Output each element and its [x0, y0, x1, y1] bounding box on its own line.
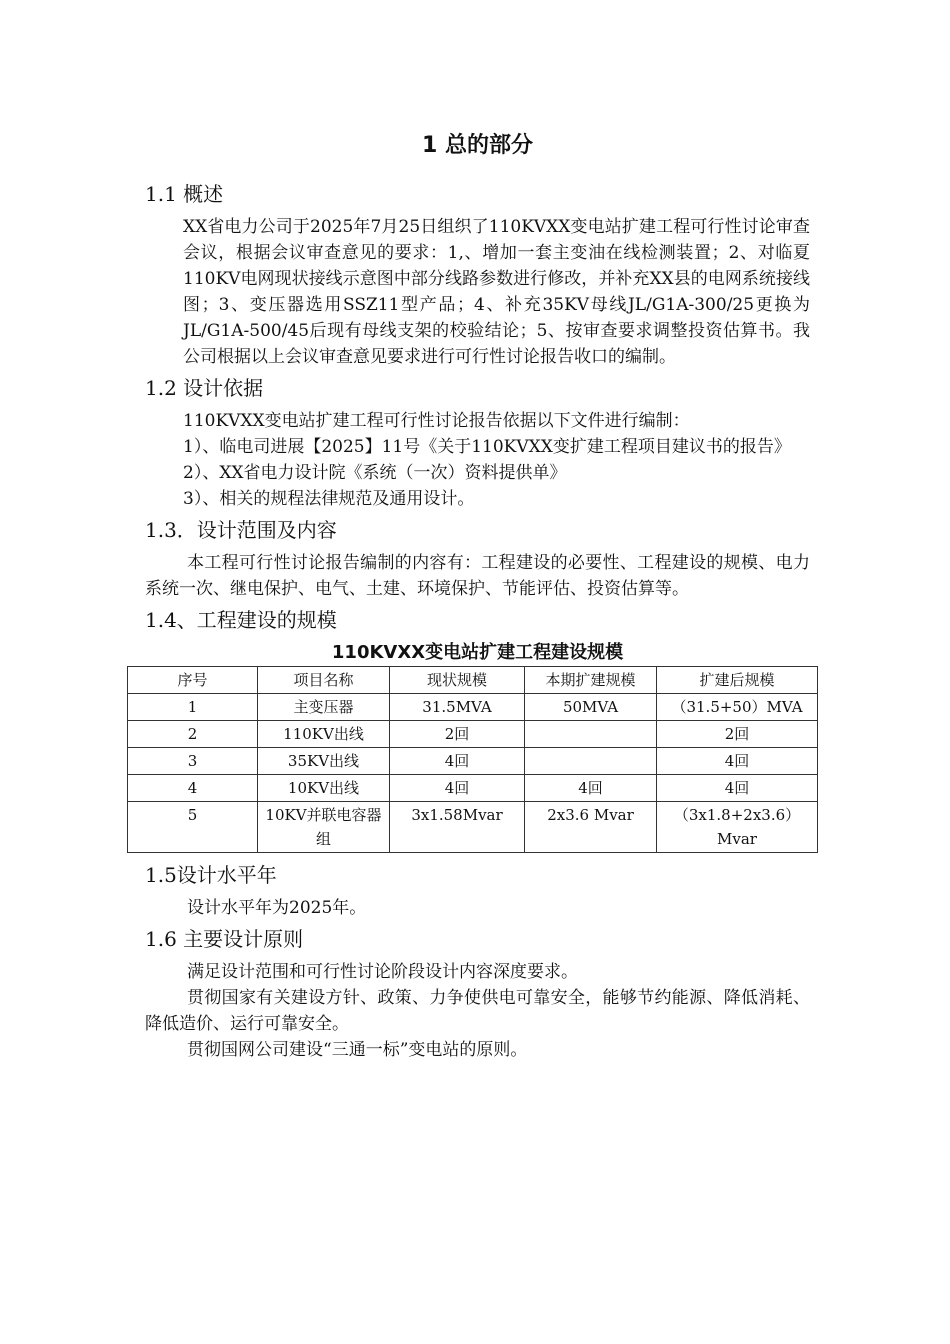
table-cell: 主变压器 — [258, 694, 390, 721]
spacer — [145, 853, 810, 857]
column-header: 项目名称 — [258, 667, 390, 694]
section-heading-design-year: 1.5设计水平年 — [145, 863, 277, 887]
table-cell: 10KV出线 — [258, 775, 390, 802]
overview-text: XX省电力公司于2025年7月25日组织了110KVXX变电站扩建工程可行性讨论审查会议，根据会议审查意见的要求：1,、增加一套主变油在线检测装置；2、对临夏110KV电网现状接线示意图中部分线路参数进行修改，并补充XX县的电网系统接线图；3、变压器选用SSZ11型产品；4、补充35KV母线JL/G1A-300/25更换为JL/G1A-500/45后现有母线支架的校验结论；5、按审查要求调整投资估算书。我公司根据以上会议审查意见要求进行可行性讨论报告收口的编制。 — [183, 217, 810, 367]
chapter-title: 1 总的部分 — [422, 133, 533, 158]
table-row — [128, 721, 818, 748]
column-header: 现状规模 — [390, 667, 525, 694]
table-cell: 31.5MVA — [390, 694, 525, 721]
principle-line: 贯彻国家有关建设方针、政策、力争使供电可靠安全，能够节约能源、降低消耗、降低造价、运行可靠安全。 — [145, 988, 810, 1034]
table-header-row — [128, 667, 818, 694]
basis-line: 110KVXX变电站扩建工程可行性讨论报告依据以下文件进行编制： — [183, 411, 690, 431]
table-cell: 2回 — [390, 721, 525, 748]
principle-line: 贯彻国网公司建设“三通一标”变电站的原则。 — [187, 1040, 528, 1060]
section-heading-scope: 1.3．设计范围及内容 — [145, 518, 337, 542]
table-cell: 50MVA — [525, 694, 657, 721]
table-cell: （3x1.8+2x3.6）Mvar — [657, 802, 818, 853]
table-cell — [525, 748, 657, 775]
design-year-text: 设计水平年为2025年。 — [187, 898, 367, 918]
table-cell: 5 — [128, 802, 258, 853]
table-cell — [525, 721, 657, 748]
section-heading-principles: 1.6 主要设计原则 — [145, 927, 304, 951]
table-row — [128, 748, 818, 775]
section-heading-scale: 1.4、工程建设的规模 — [145, 608, 337, 632]
table-cell: 4回 — [390, 775, 525, 802]
table-cell: 3 — [128, 748, 258, 775]
scale-table — [127, 666, 818, 853]
scope-text: 本工程可行性讨论报告编制的内容有：工程建设的必要性、工程建设的规模、电力系统一次、继电保护、电气、土建、环境保护、节能评估、投资估算等。 — [145, 553, 810, 599]
table-cell: 10KV并联电容器组 — [258, 802, 390, 853]
column-header: 序号 — [128, 667, 258, 694]
column-header: 本期扩建规模 — [525, 667, 657, 694]
table-cell: 4回 — [390, 748, 525, 775]
basis-block — [145, 408, 810, 512]
table-title: 110KVXX变电站扩建工程建设规模 — [331, 642, 624, 663]
table-cell: 1 — [128, 694, 258, 721]
table-cell: 2x3.6 Mvar — [525, 802, 657, 853]
principle-line: 满足设计范围和可行性讨论阶段设计内容深度要求。 — [187, 962, 578, 982]
overview-block — [145, 214, 810, 370]
table-cell: 3x1.58Mvar — [390, 802, 525, 853]
table-cell: （31.5+50）MVA — [657, 694, 818, 721]
table-cell: 4 — [128, 775, 258, 802]
table-cell: 4回 — [525, 775, 657, 802]
document-body — [145, 128, 810, 1063]
table-cell: 4回 — [657, 775, 818, 802]
table-cell: 110KV出线 — [258, 721, 390, 748]
table-row — [128, 802, 818, 853]
basis-line: 2）、XX省电力设计院《系统（一次）资料提供单》 — [183, 463, 567, 483]
basis-line: 3）、相关的规程法律规范及通用设计。 — [183, 489, 475, 509]
section-heading-basis: 1.2 设计依据 — [145, 376, 264, 400]
table-row — [128, 775, 818, 802]
table-cell: 35KV出线 — [258, 748, 390, 775]
table-cell: 4回 — [657, 748, 818, 775]
table-row — [128, 694, 818, 721]
table-cell: 2 — [128, 721, 258, 748]
section-heading-overview: 1.1 概述 — [145, 182, 224, 206]
column-header: 扩建后规模 — [657, 667, 818, 694]
basis-line: 1）、临电司进展【2025】11号《关于110KVXX变扩建工程项目建议书的报告》 — [183, 437, 791, 457]
table-cell: 2回 — [657, 721, 818, 748]
